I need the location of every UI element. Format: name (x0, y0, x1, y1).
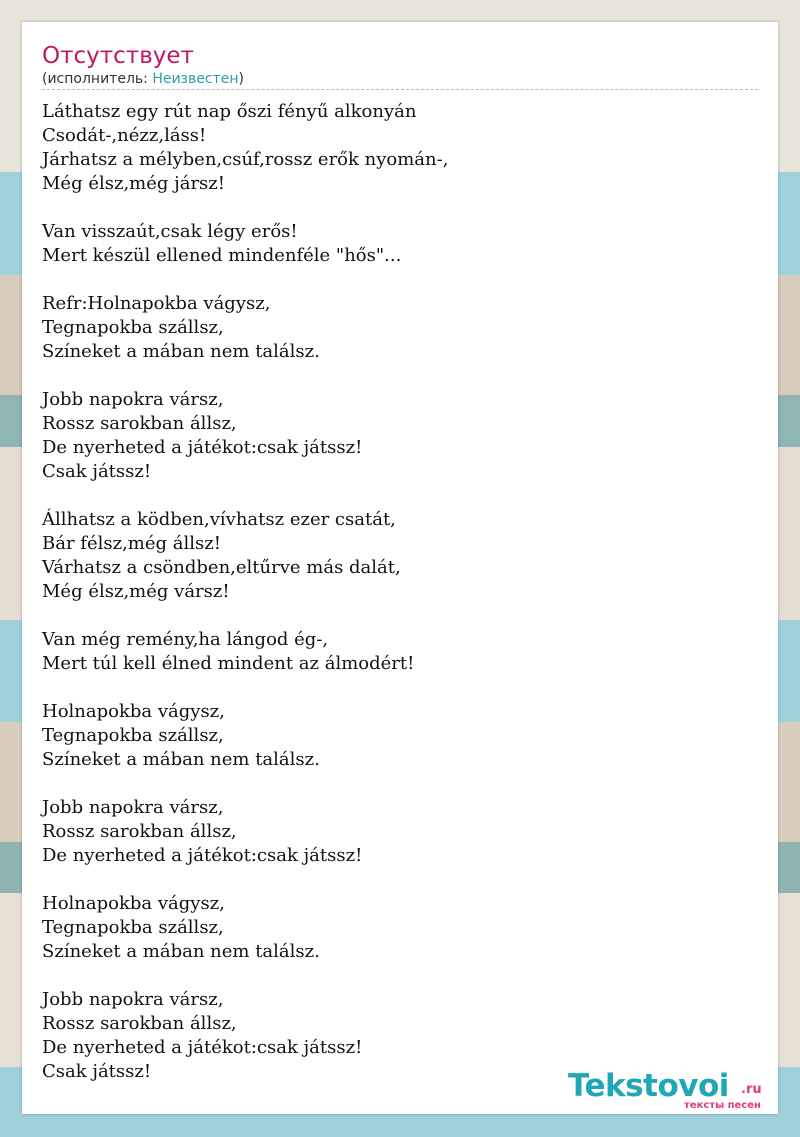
lyrics-card (22, 22, 778, 1114)
logo-tagline: тексты песен (684, 1100, 761, 1111)
site-logo[interactable] (568, 1068, 778, 1114)
artist-line (42, 70, 244, 88)
song-title: Отсутствует (42, 43, 194, 69)
artist-link[interactable]: Неизвестен (152, 71, 239, 87)
title-divider (42, 89, 758, 90)
artist-suffix: ) (238, 71, 244, 87)
logo-tld: .ru (741, 1082, 762, 1097)
lyrics-text: Láthatsz egy rút nap őszi fényű alkonyán Csodát-,nézz,láss! Járhatsz a mélyben,csúf,rossz erők nyomán-, Még élsz,még jársz! Van visszaút,csak légy erős! Mert készül ellened mindenféle "hős"... Refr:Holnapokba vágysz, Tegnapokba szállsz, Színeket a mában nem találsz. Jobb napokra vársz, Rossz sarokban állsz, De nyerheted a játékot:csak játssz! Csak játssz! Állhatsz a ködben,vívhatsz ezer csatát, Bár félsz,még állsz! Várhatsz a csöndben,eltűrve más dalát, Még élsz,még vársz! Van még remény,ha lángod ég-, Mert túl kell élned mindent az álmodért! Holnapokba vágysz, Tegnapokba szállsz, Színeket a mában nem találsz. Jobb napokra vársz, Rossz sarokban állsz, De nyerheted a játékot:csak játssz! Holnapokba vágysz, Tegnapokba szállsz, Színeket a mában nem találsz. Jobb napokra vársz, Rossz sarokban állsz, De nyerheted a játékot:csak játssz! Csak játssz! (42, 101, 449, 1082)
logo-wordmark: Tekstovoi (568, 1068, 729, 1104)
artist-prefix: (исполнитель: (42, 71, 153, 87)
